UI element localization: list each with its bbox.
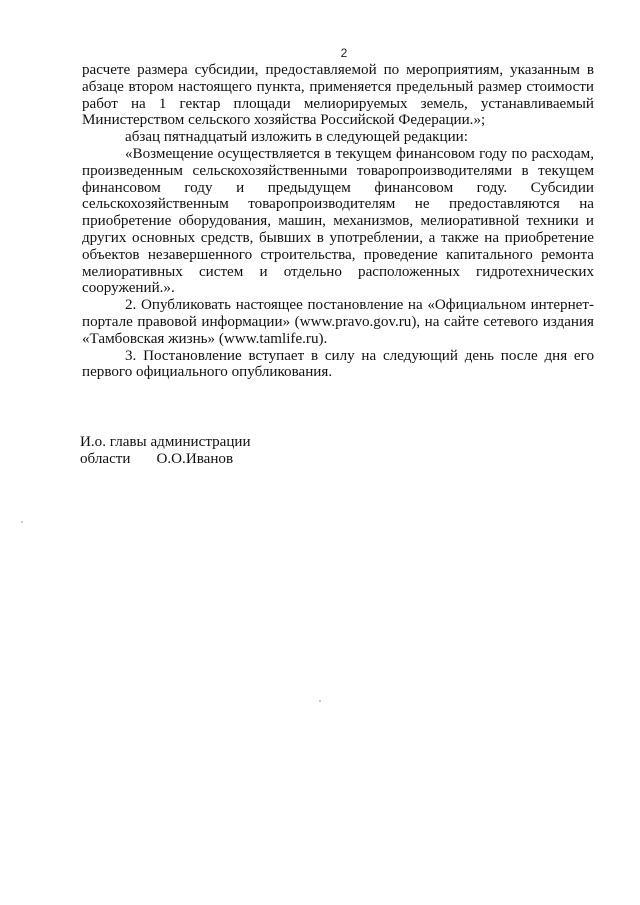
paragraph-amendment-intro: абзац пятнадцатый изложить в следующей редакции: [125, 129, 468, 146]
document-body [82, 62, 594, 381]
paragraph-subsidy-calculation: расчете размера субсидии, предоставляемой по мероприятиям, указанным в абзаце втором настоящего пункта, применяется предельный размер стоимости работ на 1 гектар площади мелиорируемых земель, устанавливаемый Министерством сельского хозяйства Российской Федерации.»; [82, 62, 594, 129]
paragraph-publication: 2. Опубликовать настоящее постановление на «Официальном интернет-портале правовой информации» (www.pravo.gov.ru), на сайте сетевого издания «Тамбовская жизнь» (www.tamlife.ru). [82, 297, 594, 347]
signatory-line [80, 451, 251, 468]
page-number: 2 [340, 46, 348, 60]
signatory-title: И.о. главы администрации [80, 434, 251, 450]
signatory-region: области [80, 450, 131, 467]
scan-speck [319, 700, 321, 702]
scan-speck [21, 521, 23, 523]
paragraph-reimbursement: «Возмещение осуществляется в текущем финансовом году по расходам, произведенным сельскохозяйственными товаропроизводителями в текущем финансовом году и предыдущем финансовом году. Субсидии сельскохозяйственным товаропроизводителям не предоставляются на приобретение оборудования, машин, механизмов, мелиоративной техники и других основных средств, бывших в употреблении, а также на приобретение объектов незавершенного строительства, проведение капитального ремонта мелиоративных систем и отдельно расположенных гидротехнических сооружений.». [82, 145, 594, 297]
signatory-name: О.О.Иванов [156, 450, 234, 467]
signature-block [80, 434, 251, 468]
paragraph-entry-into-force: 3. Постановление вступает в силу на следующий день после дня его первого официального опубликования. [82, 347, 594, 381]
